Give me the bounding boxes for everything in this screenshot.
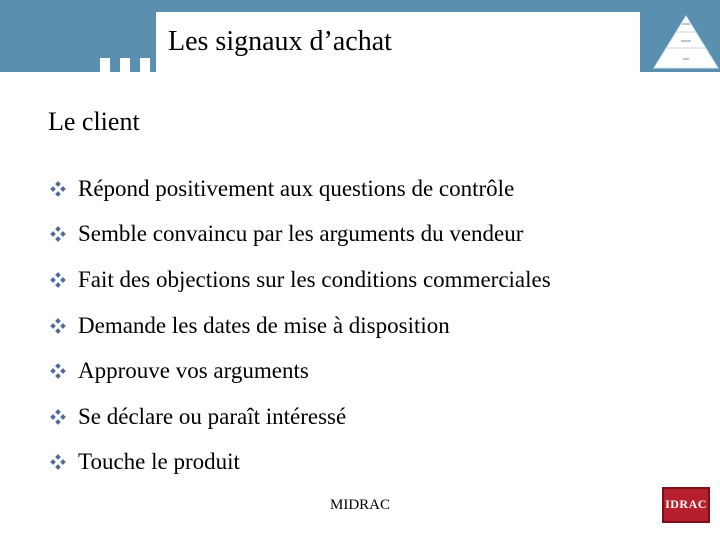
diamond-bullet-icon bbox=[50, 454, 66, 470]
bullet-list bbox=[50, 166, 551, 485]
bullet-text: Se déclare ou paraît intéressé bbox=[78, 403, 347, 429]
bullet-text: Fait des objections sur les conditions commerciales bbox=[78, 266, 551, 292]
diamond-bullet-icon bbox=[50, 409, 66, 425]
bullet-item bbox=[50, 212, 551, 258]
header-banner-top bbox=[156, 0, 720, 12]
section-heading: Le client bbox=[48, 107, 140, 136]
diamond-bullet-icon bbox=[50, 363, 66, 379]
logo-text: IDRAC bbox=[665, 497, 707, 511]
slide-title: Les signaux d’achat bbox=[168, 26, 392, 57]
bullet-text: Touche le produit bbox=[78, 449, 240, 475]
footer-text: MIDRAC bbox=[330, 497, 391, 513]
banner-notch bbox=[100, 58, 110, 72]
bullet-item bbox=[50, 440, 551, 486]
diamond-bullet-icon bbox=[50, 181, 66, 197]
bullet-item bbox=[50, 257, 551, 303]
diamond-bullet-icon bbox=[50, 272, 66, 288]
bullet-text: Répond positivement aux questions de contrôle bbox=[78, 175, 515, 201]
bullet-item bbox=[50, 303, 551, 349]
idrac-logo bbox=[662, 487, 710, 523]
bullet-item bbox=[50, 394, 551, 440]
bullet-text: Semble convaincu par les arguments du vendeur bbox=[78, 221, 524, 247]
diamond-bullet-icon bbox=[50, 226, 66, 242]
banner-notch bbox=[120, 58, 130, 72]
banner-notch bbox=[140, 58, 150, 72]
diamond-bullet-icon bbox=[50, 318, 66, 334]
bullet-item bbox=[50, 348, 551, 394]
bullet-item bbox=[50, 166, 551, 212]
pyramid-icon bbox=[652, 14, 720, 70]
bullet-text: Demande les dates de mise à disposition bbox=[78, 312, 450, 338]
bullet-text: Approuve vos arguments bbox=[78, 358, 309, 384]
header-banner-left bbox=[0, 0, 156, 72]
